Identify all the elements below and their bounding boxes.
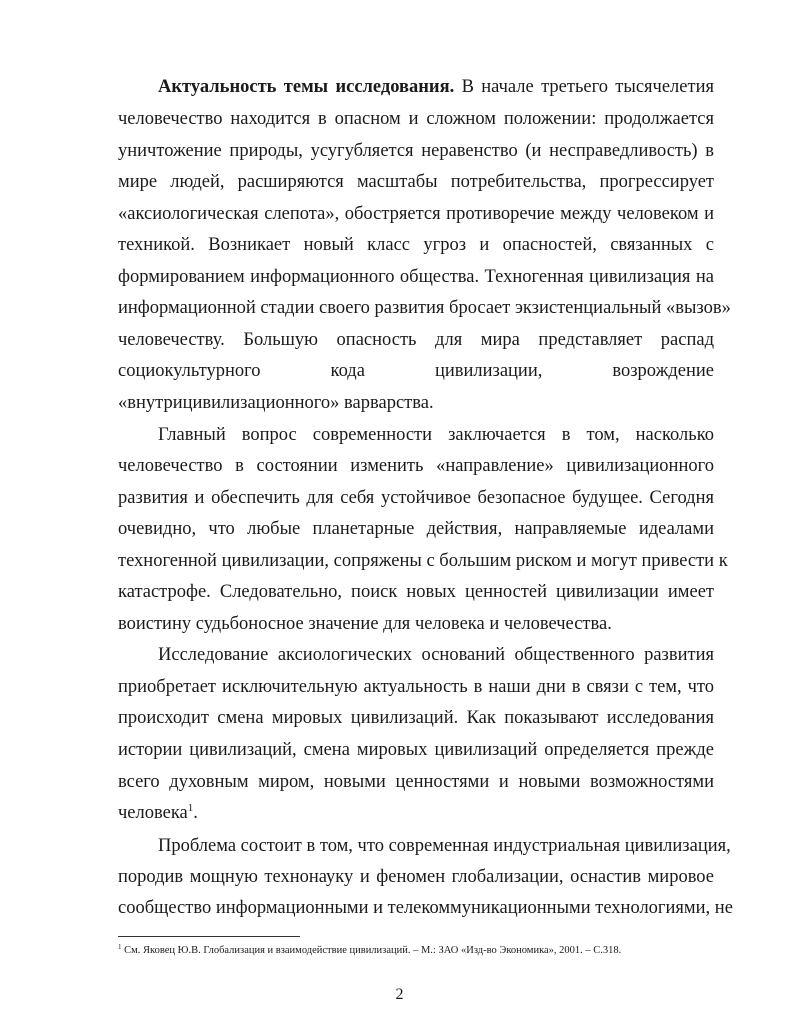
paragraph-1-line-1 [158,76,714,98]
paragraph-1-line-7: формированием информационного общества. Техногенная цивилизация на [118,267,714,287]
text-span: . [193,803,198,823]
footnote [118,944,621,958]
paragraph-1-line-3: уничтожение природы, усугубляется неравенство (и несправедливость) в [118,141,714,161]
paragraph-2-line-6: катастрофе. Следовательно, поиск новых ценностей цивилизации имеет [118,582,714,602]
paragraph-4-line-1: Проблема состоит в том, что современная индустриальная цивилизация, [158,836,731,856]
paragraph-3-line-1: Исследование аксиологических оснований общественного развития [158,645,714,665]
paragraph-4-line-3: сообщество информационными и телекоммуникационными технологиями, не [118,898,733,918]
paragraph-2-line-2: человечество в состоянии изменить «направление» цивилизационного [118,456,714,476]
paragraph-1-line-4: мире людей, расширяются масштабы потребительства, прогрессирует [118,172,714,192]
paragraph-1-line-6: техникой. Возникает новый класс угроз и опасностей, связанных с [118,235,714,255]
paragraph-1-line-9: человечеству. Большую опасность для мира представляет распад [118,330,714,350]
paragraph-1-line-8: информационной стадии своего развития бросает экзистенциальный «вызов» [118,298,731,318]
paragraph-2-line-5: техногенной цивилизации, сопряжены с большим риском и могут привести к [118,551,728,571]
paragraph-3-line-6 [118,802,714,824]
text-span: В начале третьего тысячелетия [454,77,714,97]
paragraph-2-line-4: очевидно, что любые планетарные действия, направляемые идеалами [118,519,714,539]
paragraph-1-line-5: «аксиологическая слепота», обостряется противоречие между человеком и [118,204,714,224]
paragraph-1-line-10: социокультурного кода цивилизации, возрождение [118,361,714,381]
paragraph-3-line-4: истории цивилизаций, смена мировых цивилизаций определяется прежде [118,740,714,760]
section-heading: Актуальность темы исследования. [158,77,455,97]
paragraph-2-line-7: воистину судьбоносное значение для человека и человечества. [118,614,612,634]
footnote-text: См. Яковец Ю.В. Глобализация и взаимодействие цивилизаций. – М.: ЗАО «Изд-во Экономика», 2001. – С.318. [121,945,622,956]
footnote-reference[interactable]: 1 [187,802,194,814]
paragraph-2-line-3: развития и обеспечить для себя устойчивое безопасное будущее. Сегодня [118,488,714,508]
paragraph-4-line-2: породив мощную технонауку и феномен глобализации, оснастив мировое [118,867,714,887]
paragraph-2-line-1: Главный вопрос современности заключается в том, насколько [158,425,714,445]
footnote-marker: 1 [118,943,122,951]
paragraph-3-line-3: происходит смена мировых цивилизаций. Как показывают исследования [118,708,714,728]
paragraph-3-line-2: приобретает исключительную актуальность в наши дни в связи с тем, что [118,677,714,697]
paragraph-3-line-5: всего духовным миром, новыми ценностями и новыми возможностями [118,772,714,792]
paragraph-1-line-11: «внутрицивилизационного» варварства. [118,393,434,413]
footnote-divider [118,936,300,937]
page-number: 2 [395,986,404,1003]
text-span: человека [118,803,188,823]
paragraph-1-line-2: человечество находится в опасном и сложном положении: продолжается [118,109,714,129]
